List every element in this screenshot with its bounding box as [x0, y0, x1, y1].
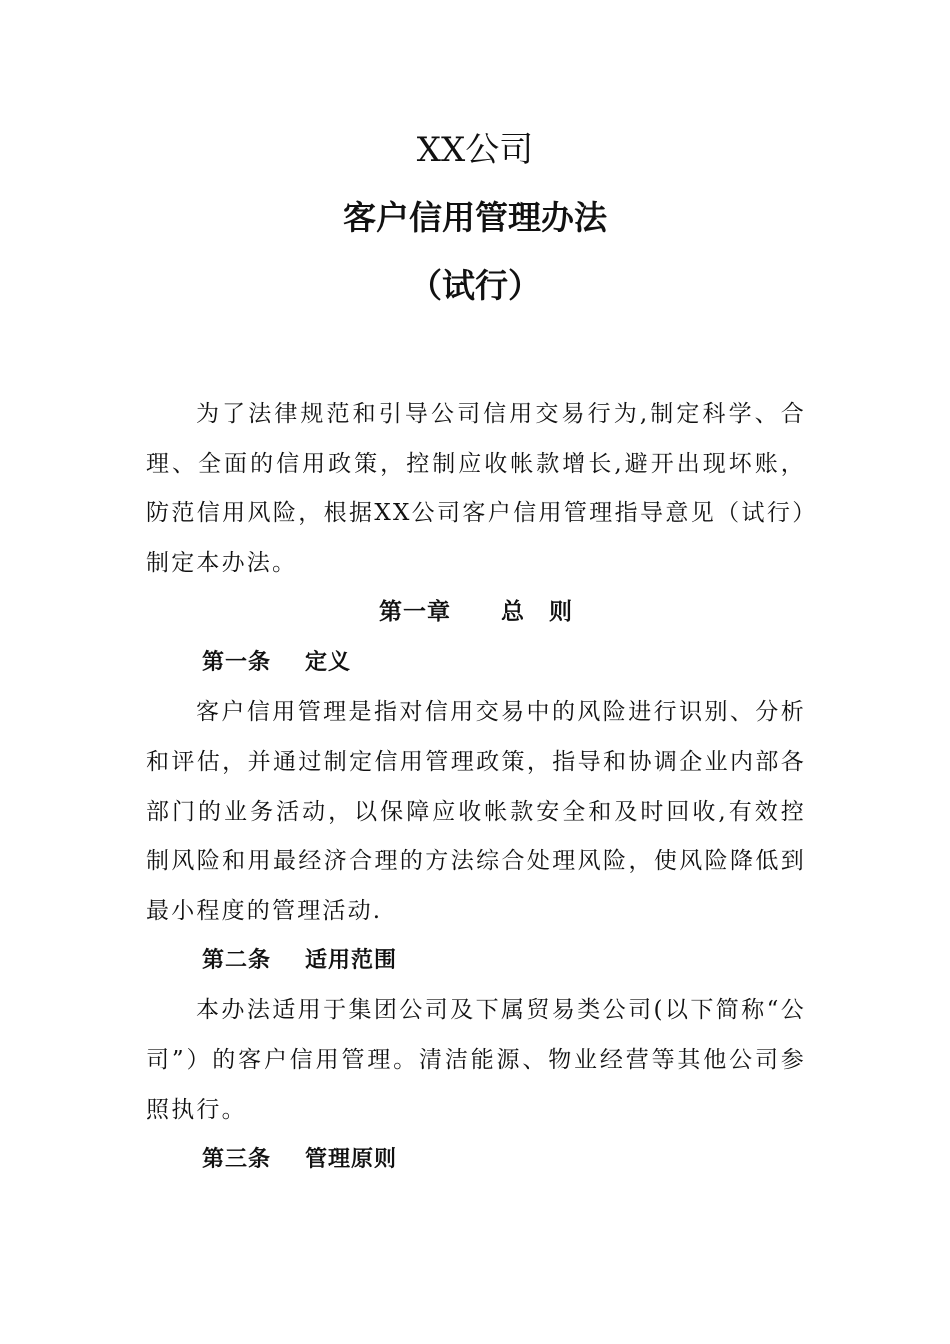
chapter-name: 总 则 — [501, 599, 573, 626]
article-heading — [146, 1135, 806, 1185]
article-number: 第三条 — [202, 1147, 272, 1173]
company-title: XX公司 — [416, 130, 534, 170]
article-number: 第一条 — [202, 650, 272, 676]
article-paragraph: 本办法适用于集团公司及下属贸易类公司(以下简称“公司”）的客户信用管理。清洁能源、物业经营等其他公司参照执行。 — [146, 997, 806, 1123]
chapter-heading — [146, 588, 806, 638]
intro-paragraph: 为了法律规范和引导公司信用交易行为,制定科学、合理、全面的信用政策，控制应收帐款增长,避开出现坏账，防范信用风险，根据XX公司客户信用管理指导意见（试行）制定本办法。 — [146, 401, 806, 576]
article-number: 第二条 — [202, 948, 272, 974]
article-name: 定义 — [305, 650, 352, 676]
article-paragraph: 客户信用管理是指对信用交易中的风险进行识别、分析和评估，并通过制定信用管理政策，指导和协调企业内部各部门的业务活动，以保障应收帐款安全和及时回收,有效控制风险和用最经济合理的方法综合处理风险，使风险降低到最小程度的管理活动. — [146, 699, 806, 924]
article-name: 管理原则 — [305, 1147, 398, 1173]
chapter-number: 第一章 — [379, 599, 451, 626]
article-name: 适用范围 — [305, 948, 398, 974]
article-heading — [146, 638, 806, 688]
document-title: 客户信用管理办法 — [343, 198, 607, 237]
document-subtitle: （试行） — [409, 266, 541, 305]
document-body — [146, 390, 806, 1185]
article-heading — [146, 936, 806, 986]
